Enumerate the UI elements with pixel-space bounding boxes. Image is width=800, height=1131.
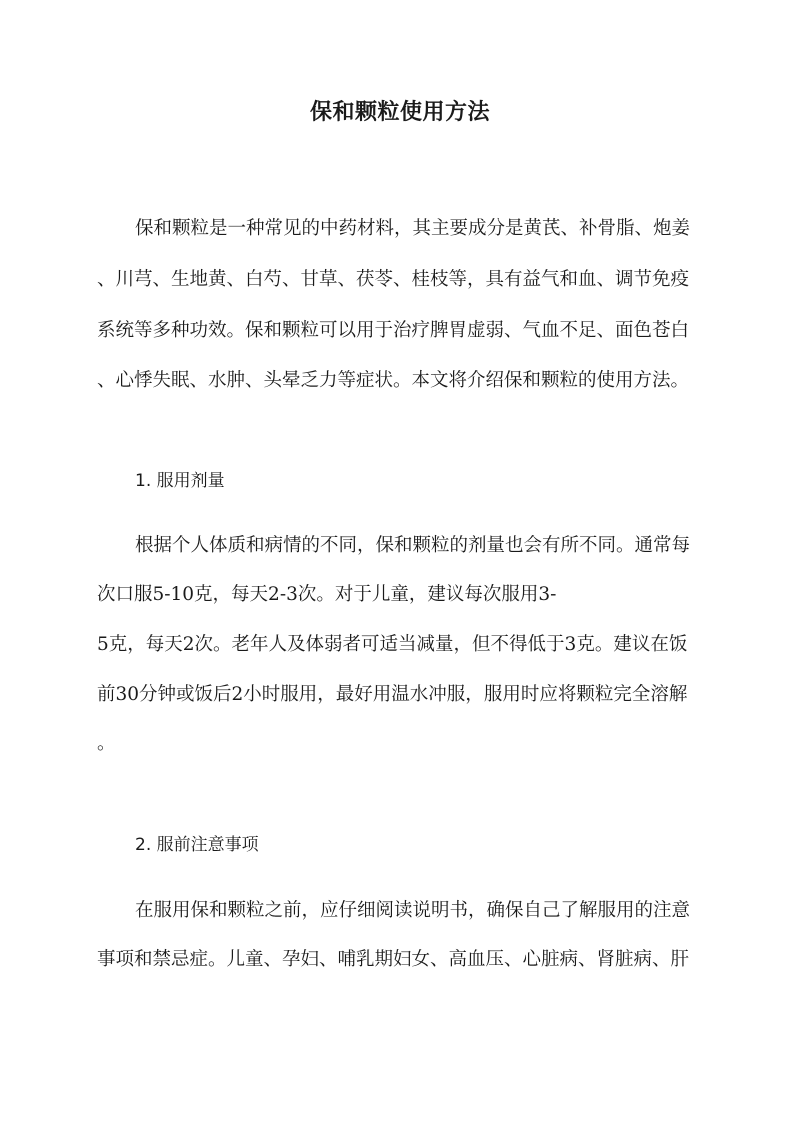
precautions-line: 在服用保和颗粒之前，应仔细阅读说明书，确保自己了解服用的注意 [135,900,691,921]
intro-line: 保和颗粒是一种常见的中药材料，其主要成分是黄芪、补骨脂、炮姜 [135,218,691,239]
document-title: 保和颗粒使用方法 [309,99,490,125]
intro-line: 、心悸失眠、水肿、头晕乏力等症状。本文将介绍保和颗粒的使用方法。 [97,370,690,391]
section-heading-dosage: 1. 服用剂量 [135,471,225,491]
dosage-line: 次口服5-10克，每天2-3次。对于儿童，建议每次服用3- [97,584,557,605]
dosage-line: 根据个人体质和病情的不同，保和颗粒的剂量也会有所不同。通常每 [135,535,691,556]
section-heading-precautions: 2. 服前注意事项 [135,835,259,855]
precautions-line: 事项和禁忌症。儿童、孕妇、哺乳期妇女、高血压、心脏病、肾脏病、肝 [97,949,690,970]
dosage-line: 前30分钟或饭后2小时服用，最好用温水冲服，服用时应将颗粒完全溶解 [97,684,688,705]
intro-line: 系统等多种功效。保和颗粒可以用于治疗脾胃虚弱、气血不足、面色苍白 [97,320,690,341]
dosage-line: 。 [97,733,116,754]
dosage-line: 5克，每天2次。老年人及体弱者可适当减量，但不得低于3克。建议在饭 [97,634,688,655]
intro-line: 、川芎、生地黄、白芍、甘草、茯苓、桂枝等，具有益气和血、调节免疫 [97,269,690,290]
